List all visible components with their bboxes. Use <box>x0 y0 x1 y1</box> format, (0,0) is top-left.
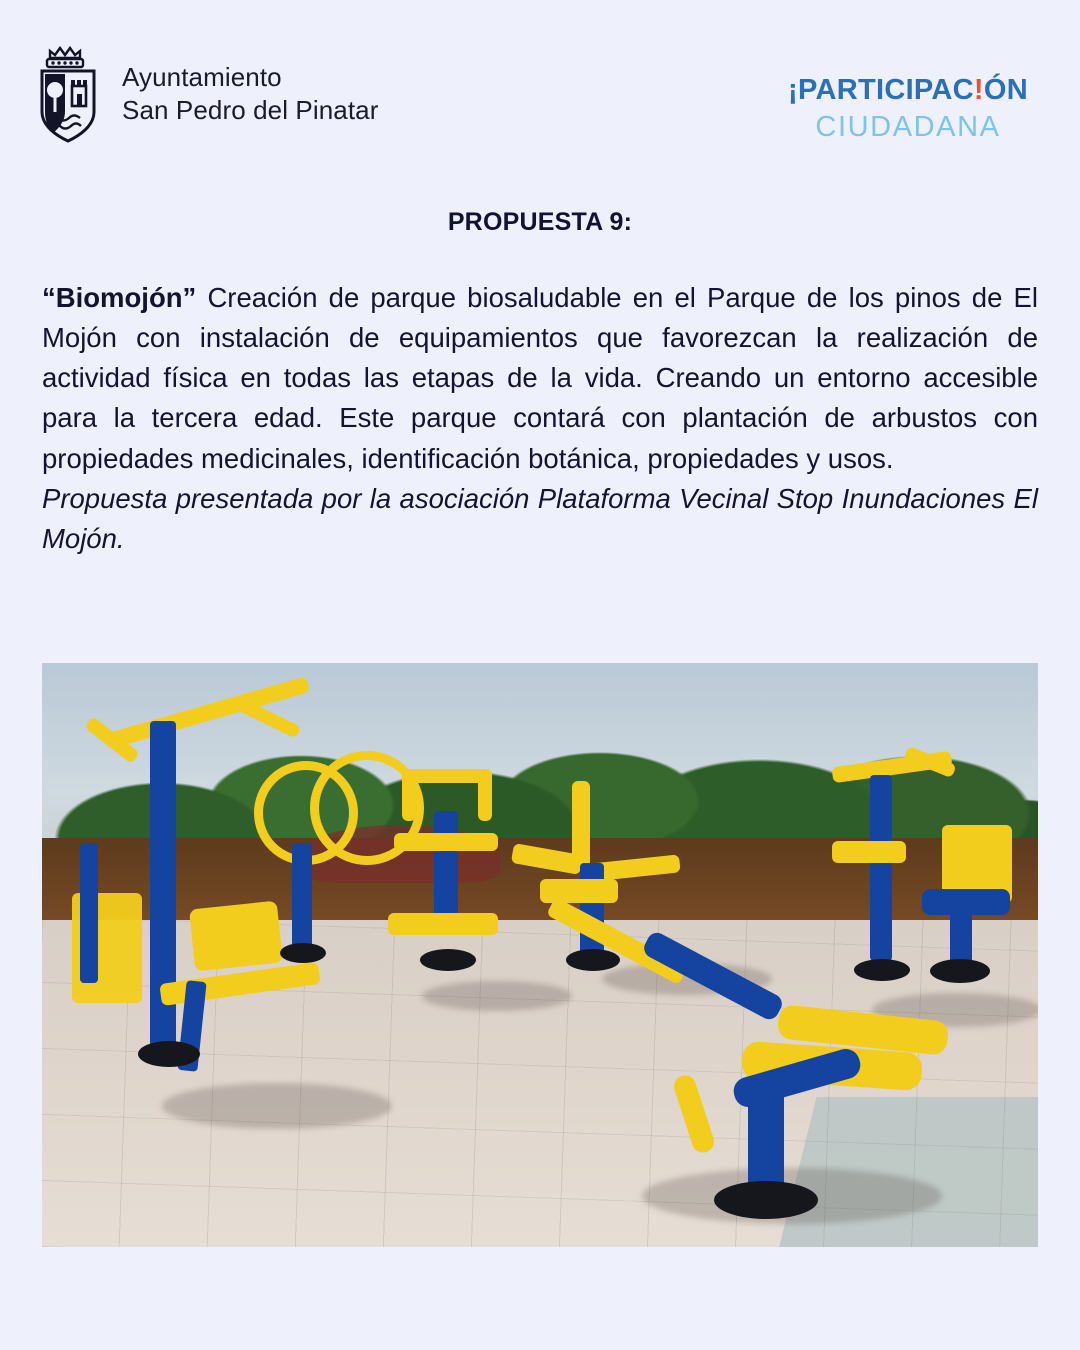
page-title: PROPUESTA 9: <box>447 208 633 236</box>
participation-exclamation-icon: ! <box>973 74 984 106</box>
proposal-description <box>42 278 1038 479</box>
coat-of-arms-crest-icon <box>32 42 104 146</box>
participation-line-2: CIUDADANA <box>815 111 1001 144</box>
participation-line-1 <box>788 72 1028 109</box>
participation-word-participa: ¡PARTICIPA <box>788 74 953 106</box>
photo-scene <box>42 663 1038 1247</box>
proposal-attribution: Propuesta presentada por la asociación Plataforma Vecinal Stop Inundaciones El Mojón. <box>42 482 1038 554</box>
proposal-lead-term: “Biomojón” <box>42 282 197 313</box>
equipment-shadow <box>422 981 572 1011</box>
brand-block <box>32 42 379 146</box>
proposal-body <box>42 278 1038 559</box>
organization-name <box>122 61 379 128</box>
participation-letter-c: C <box>952 74 974 106</box>
equipment-shadow <box>162 1083 392 1129</box>
outdoor-gym-photo <box>42 663 1038 1247</box>
organization-line-2: San Pedro del Pinatar <box>122 95 379 125</box>
participation-suffix-on: ÓN <box>983 74 1028 106</box>
document-header <box>0 0 1080 175</box>
participation-logo <box>788 72 1028 146</box>
organization-line-1: Ayuntamiento <box>122 61 282 92</box>
proposal-description-text: Creación de parque biosaludable en el Parque de los pinos de El Mojón con instalación de equipamientos que favorezcan la realización de actividad física en todas las etapas de la vida. Creando un entorno accesible para la tercera edad. Este parque contará con plantación de arbustos con propiedades medicinales, identificación botánica, propiedades y usos. <box>42 282 1038 474</box>
